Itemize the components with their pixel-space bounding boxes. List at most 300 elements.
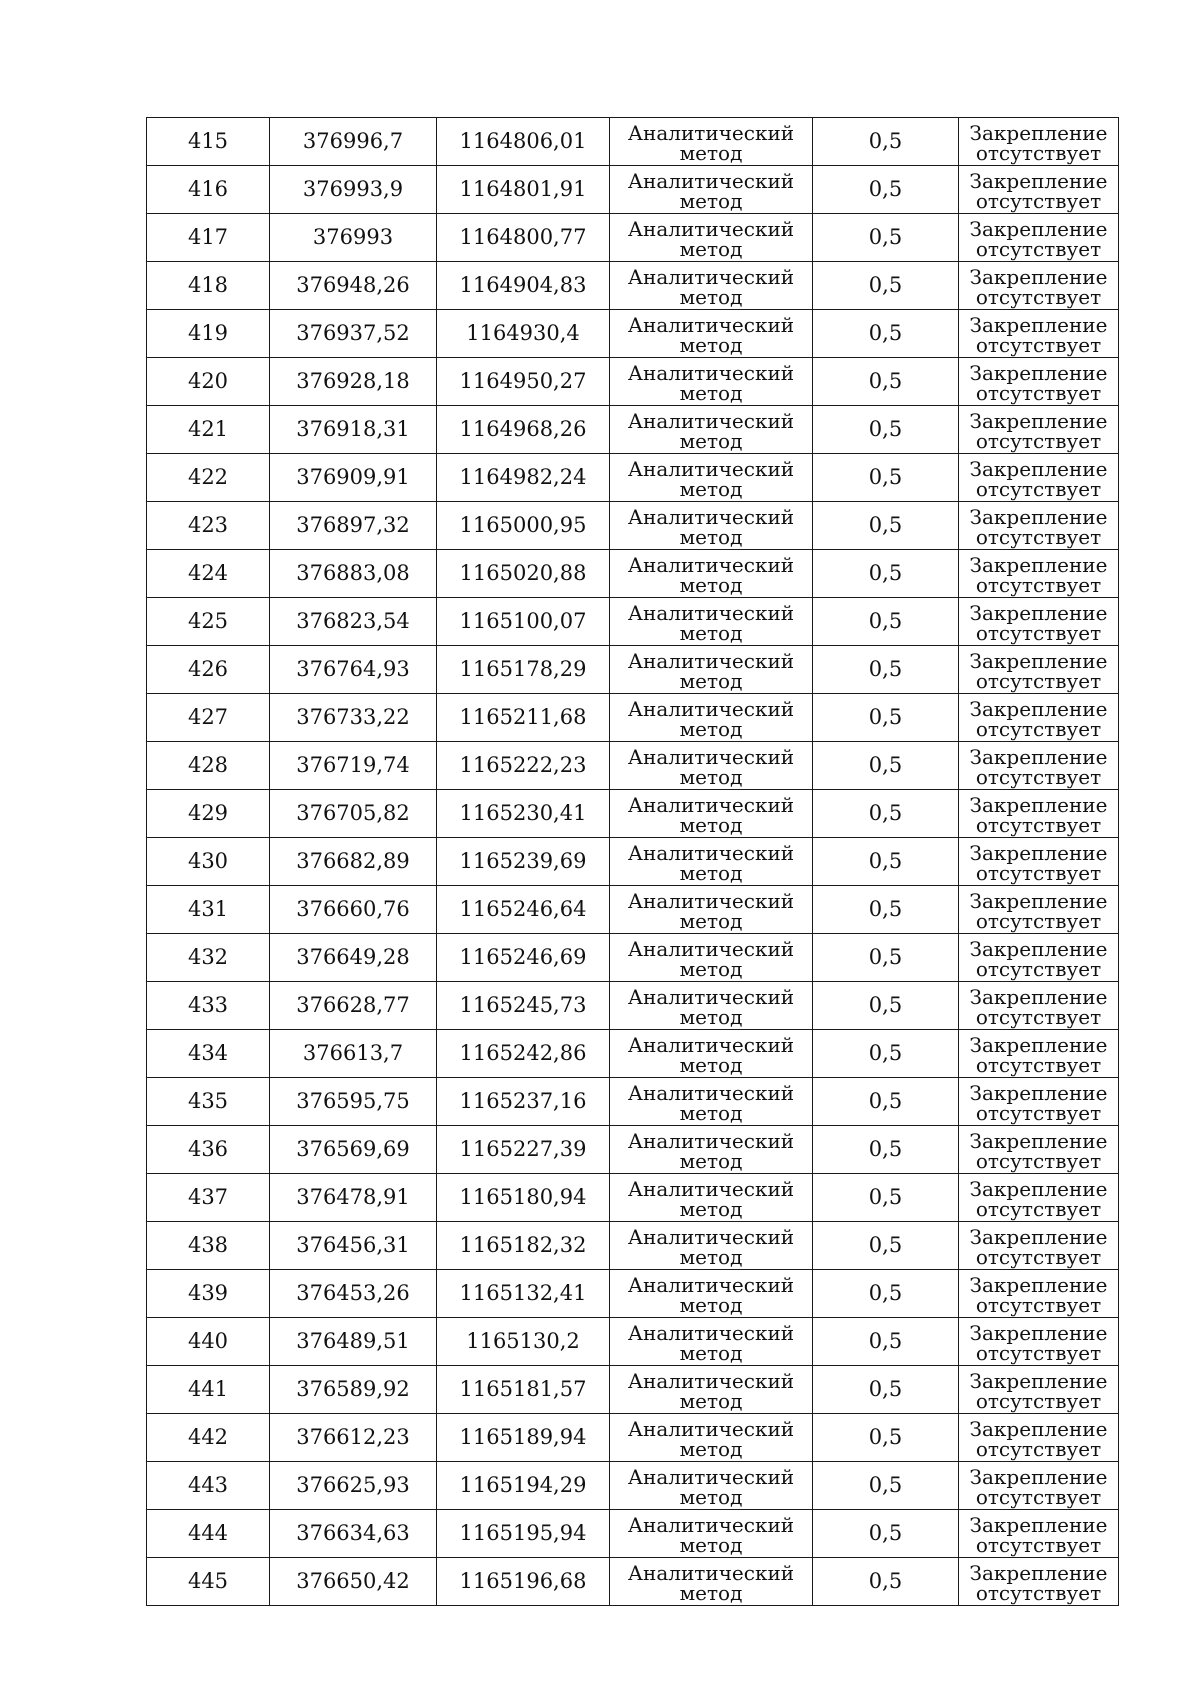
method-cell <box>610 502 813 550</box>
point-number: 445 <box>187 1569 229 1593</box>
y-coordinate-cell <box>437 934 610 982</box>
accuracy-cell <box>813 1222 959 1270</box>
method-line-1: Аналитический <box>627 888 795 913</box>
fixing-line-2: отсутствует <box>975 1580 1102 1605</box>
accuracy-value: 0,5 <box>868 1425 903 1449</box>
point-number-cell <box>147 166 270 214</box>
accuracy-value: 0,5 <box>868 177 903 201</box>
accuracy-value: 0,5 <box>868 1089 903 1113</box>
method-cell <box>610 838 813 886</box>
x-coordinate-cell <box>270 502 437 550</box>
x-coordinate-cell <box>270 214 437 262</box>
y-coordinate-cell <box>437 790 610 838</box>
y-coordinate: 1165182,32 <box>459 1233 587 1257</box>
x-coordinate: 376453,26 <box>296 1281 410 1305</box>
point-number: 420 <box>187 369 229 393</box>
fixing-cell <box>959 1030 1119 1078</box>
fixing-line-2: отсутствует <box>975 860 1102 885</box>
method-line-2: метод <box>679 764 743 789</box>
x-coordinate-cell <box>270 694 437 742</box>
fixing-cell <box>959 1126 1119 1174</box>
accuracy-cell <box>813 358 959 406</box>
accuracy-cell <box>813 502 959 550</box>
point-number: 419 <box>187 321 229 345</box>
y-coordinate: 1165130,2 <box>466 1329 580 1353</box>
fixing-cell <box>959 1414 1119 1462</box>
x-coordinate-cell <box>270 790 437 838</box>
point-number: 415 <box>187 129 229 153</box>
point-number: 439 <box>187 1281 229 1305</box>
table-row <box>147 838 1119 886</box>
fixing-line-2: отсутствует <box>975 284 1102 309</box>
y-coordinate: 1164801,91 <box>459 177 587 201</box>
y-coordinate-cell <box>437 1366 610 1414</box>
x-coordinate: 376650,42 <box>296 1569 410 1593</box>
x-coordinate-cell <box>270 1414 437 1462</box>
point-number: 434 <box>187 1041 229 1065</box>
method-cell <box>610 118 813 166</box>
y-coordinate: 1165245,73 <box>459 993 587 1017</box>
fixing-line-2: отсутствует <box>975 620 1102 645</box>
y-coordinate: 1165132,41 <box>459 1281 587 1305</box>
y-coordinate: 1164982,24 <box>459 465 587 489</box>
fixing-line-2: отсутствует <box>975 1244 1102 1269</box>
point-number: 421 <box>187 417 229 441</box>
x-coordinate-cell <box>270 1126 437 1174</box>
method-line-2: метод <box>679 1580 743 1605</box>
method-line-1: Аналитический <box>627 456 795 481</box>
y-coordinate: 1165211,68 <box>459 705 587 729</box>
method-cell <box>610 550 813 598</box>
table-row <box>147 1462 1119 1510</box>
y-coordinate-cell <box>437 310 610 358</box>
y-coordinate: 1164968,26 <box>459 417 587 441</box>
y-coordinate: 1165180,94 <box>459 1185 587 1209</box>
y-coordinate-cell <box>437 598 610 646</box>
point-number-cell <box>147 454 270 502</box>
x-coordinate: 376649,28 <box>296 945 410 969</box>
y-coordinate-cell <box>437 406 610 454</box>
x-coordinate: 376993 <box>312 225 394 249</box>
method-line-2: метод <box>679 188 743 213</box>
x-coordinate-cell <box>270 742 437 790</box>
fixing-line-1: Закрепление <box>969 1272 1108 1297</box>
point-number: 426 <box>187 657 229 681</box>
table-row <box>147 742 1119 790</box>
method-cell <box>610 1222 813 1270</box>
fixing-cell <box>959 214 1119 262</box>
method-line-2: метод <box>679 908 743 933</box>
point-number-cell <box>147 1558 270 1606</box>
accuracy-value: 0,5 <box>868 1137 903 1161</box>
x-coordinate: 376996,7 <box>302 129 404 153</box>
accuracy-value: 0,5 <box>868 801 903 825</box>
method-line-2: метод <box>679 1484 743 1509</box>
fixing-line-1: Закрепление <box>969 504 1108 529</box>
method-line-1: Аналитический <box>627 216 795 241</box>
x-coordinate-cell <box>270 406 437 454</box>
accuracy-cell <box>813 598 959 646</box>
fixing-cell <box>959 1222 1119 1270</box>
x-coordinate: 376909,91 <box>296 465 410 489</box>
accuracy-cell <box>813 1270 959 1318</box>
x-coordinate: 376897,32 <box>296 513 410 537</box>
method-cell <box>610 406 813 454</box>
point-number: 440 <box>187 1329 229 1353</box>
point-number-cell <box>147 1510 270 1558</box>
method-cell <box>610 1510 813 1558</box>
table-row <box>147 214 1119 262</box>
y-coordinate-cell <box>437 1126 610 1174</box>
x-coordinate-cell <box>270 1174 437 1222</box>
accuracy-cell <box>813 550 959 598</box>
fixing-line-1: Закрепление <box>969 1176 1108 1201</box>
method-cell <box>610 358 813 406</box>
fixing-cell <box>959 406 1119 454</box>
point-number: 437 <box>187 1185 229 1209</box>
accuracy-value: 0,5 <box>868 945 903 969</box>
fixing-line-2: отсутствует <box>975 1004 1102 1029</box>
point-number-cell <box>147 838 270 886</box>
y-coordinate: 1165230,41 <box>459 801 587 825</box>
method-line-1: Аналитический <box>627 120 795 145</box>
point-number-cell <box>147 1270 270 1318</box>
accuracy-value: 0,5 <box>868 753 903 777</box>
fixing-line-1: Закрепление <box>969 216 1108 241</box>
point-number-cell <box>147 406 270 454</box>
fixing-cell <box>959 1366 1119 1414</box>
method-line-2: метод <box>679 668 743 693</box>
fixing-cell <box>959 310 1119 358</box>
y-coordinate-cell <box>437 1558 610 1606</box>
point-number: 442 <box>187 1425 229 1449</box>
y-coordinate-cell <box>437 1078 610 1126</box>
table-row <box>147 454 1119 502</box>
point-number-cell <box>147 1174 270 1222</box>
fixing-line-2: отсутствует <box>975 716 1102 741</box>
x-coordinate-cell <box>270 1366 437 1414</box>
table-row <box>147 934 1119 982</box>
x-coordinate: 376937,52 <box>296 321 410 345</box>
method-line-2: метод <box>679 812 743 837</box>
x-coordinate-cell <box>270 1462 437 1510</box>
accuracy-cell <box>813 646 959 694</box>
x-coordinate-cell <box>270 1030 437 1078</box>
point-number-cell <box>147 550 270 598</box>
x-coordinate-cell <box>270 454 437 502</box>
x-coordinate: 376733,22 <box>296 705 410 729</box>
method-cell <box>610 886 813 934</box>
fixing-cell <box>959 358 1119 406</box>
fixing-line-1: Закрепление <box>969 1512 1108 1537</box>
point-number: 435 <box>187 1089 229 1113</box>
fixing-line-2: отсутствует <box>975 1340 1102 1365</box>
y-coordinate-cell <box>437 454 610 502</box>
accuracy-cell <box>813 166 959 214</box>
fixing-line-2: отсутствует <box>975 1292 1102 1317</box>
fixing-cell <box>959 1318 1119 1366</box>
fixing-line-1: Закрепление <box>969 888 1108 913</box>
method-cell <box>610 1558 813 1606</box>
point-number: 438 <box>187 1233 229 1257</box>
x-coordinate: 376489,51 <box>296 1329 410 1353</box>
x-coordinate-cell <box>270 838 437 886</box>
x-coordinate: 376682,89 <box>296 849 410 873</box>
method-line-1: Аналитический <box>627 840 795 865</box>
x-coordinate: 376948,26 <box>296 273 410 297</box>
fixing-cell <box>959 1270 1119 1318</box>
fixing-line-1: Закрепление <box>969 168 1108 193</box>
point-number-cell <box>147 646 270 694</box>
coordinates-table <box>146 117 1119 1606</box>
method-line-2: метод <box>679 1436 743 1461</box>
y-coordinate: 1164904,83 <box>459 273 587 297</box>
accuracy-value: 0,5 <box>868 321 903 345</box>
fixing-cell <box>959 790 1119 838</box>
fixing-line-2: отсутствует <box>975 188 1102 213</box>
y-coordinate-cell <box>437 1462 610 1510</box>
method-line-2: метод <box>679 1196 743 1221</box>
accuracy-value: 0,5 <box>868 1473 903 1497</box>
method-cell <box>610 934 813 982</box>
fixing-cell <box>959 454 1119 502</box>
y-coordinate: 1165100,07 <box>459 609 587 633</box>
fixing-line-1: Закрепление <box>969 984 1108 1009</box>
fixing-cell <box>959 694 1119 742</box>
y-coordinate-cell <box>437 502 610 550</box>
point-number-cell <box>147 1462 270 1510</box>
table-row <box>147 1270 1119 1318</box>
method-cell <box>610 166 813 214</box>
point-number-cell <box>147 262 270 310</box>
table-row <box>147 1222 1119 1270</box>
accuracy-value: 0,5 <box>868 417 903 441</box>
point-number-cell <box>147 214 270 262</box>
fixing-cell <box>959 982 1119 1030</box>
point-number-cell <box>147 502 270 550</box>
method-line-2: метод <box>679 1052 743 1077</box>
x-coordinate-cell <box>270 934 437 982</box>
method-line-2: метод <box>679 332 743 357</box>
point-number: 433 <box>187 993 229 1017</box>
method-line-1: Аналитический <box>627 792 795 817</box>
y-coordinate-cell <box>437 646 610 694</box>
x-coordinate-cell <box>270 646 437 694</box>
method-cell <box>610 1126 813 1174</box>
fixing-line-2: отсутствует <box>975 332 1102 357</box>
method-line-2: метод <box>679 1004 743 1029</box>
y-coordinate-cell <box>437 982 610 1030</box>
fixing-cell <box>959 742 1119 790</box>
table-row <box>147 1366 1119 1414</box>
method-cell <box>610 790 813 838</box>
point-number-cell <box>147 1030 270 1078</box>
table-row <box>147 1078 1119 1126</box>
fixing-line-2: отсутствует <box>975 1436 1102 1461</box>
accuracy-cell <box>813 214 959 262</box>
method-cell <box>610 262 813 310</box>
method-cell <box>610 1318 813 1366</box>
fixing-cell <box>959 1558 1119 1606</box>
fixing-cell <box>959 1078 1119 1126</box>
accuracy-cell <box>813 742 959 790</box>
y-coordinate: 1165000,95 <box>459 513 587 537</box>
x-coordinate-cell <box>270 1318 437 1366</box>
method-line-1: Аналитический <box>627 1512 795 1537</box>
accuracy-value: 0,5 <box>868 1281 903 1305</box>
method-cell <box>610 1030 813 1078</box>
accuracy-cell <box>813 934 959 982</box>
point-number-cell <box>147 1078 270 1126</box>
point-number-cell <box>147 118 270 166</box>
x-coordinate-cell <box>270 166 437 214</box>
method-line-2: метод <box>679 428 743 453</box>
fixing-cell <box>959 886 1119 934</box>
table-row <box>147 502 1119 550</box>
point-number-cell <box>147 790 270 838</box>
point-number: 441 <box>187 1377 229 1401</box>
x-coordinate-cell <box>270 598 437 646</box>
y-coordinate: 1165196,68 <box>459 1569 587 1593</box>
fixing-cell <box>959 262 1119 310</box>
accuracy-cell <box>813 886 959 934</box>
y-coordinate-cell <box>437 1030 610 1078</box>
fixing-line-1: Закрепление <box>969 1560 1108 1585</box>
method-cell <box>610 1174 813 1222</box>
point-number-cell <box>147 982 270 1030</box>
method-line-1: Аналитический <box>627 1080 795 1105</box>
y-coordinate-cell <box>437 1510 610 1558</box>
accuracy-value: 0,5 <box>868 561 903 585</box>
fixing-line-1: Закрепление <box>969 744 1108 769</box>
fixing-line-1: Закрепление <box>969 120 1108 145</box>
table-row <box>147 118 1119 166</box>
y-coordinate: 1165194,29 <box>459 1473 587 1497</box>
x-coordinate: 376595,75 <box>296 1089 410 1113</box>
accuracy-value: 0,5 <box>868 657 903 681</box>
point-number: 432 <box>187 945 229 969</box>
y-coordinate-cell <box>437 886 610 934</box>
method-line-1: Аналитический <box>627 1176 795 1201</box>
method-cell <box>610 646 813 694</box>
point-number-cell <box>147 1318 270 1366</box>
accuracy-value: 0,5 <box>868 897 903 921</box>
accuracy-value: 0,5 <box>868 1329 903 1353</box>
x-coordinate-cell <box>270 1078 437 1126</box>
method-line-1: Аналитический <box>627 408 795 433</box>
x-coordinate: 376456,31 <box>296 1233 410 1257</box>
method-line-2: метод <box>679 1340 743 1365</box>
fixing-line-1: Закрепление <box>969 696 1108 721</box>
fixing-line-1: Закрепление <box>969 1032 1108 1057</box>
method-line-2: метод <box>679 284 743 309</box>
accuracy-value: 0,5 <box>868 993 903 1017</box>
method-line-2: метод <box>679 1388 743 1413</box>
fixing-line-1: Закрепление <box>969 600 1108 625</box>
y-coordinate-cell <box>437 166 610 214</box>
y-coordinate: 1165237,16 <box>459 1089 587 1113</box>
y-coordinate-cell <box>437 358 610 406</box>
method-line-1: Аналитический <box>627 696 795 721</box>
accuracy-cell <box>813 1558 959 1606</box>
method-line-1: Аналитический <box>627 1368 795 1393</box>
accuracy-cell <box>813 1510 959 1558</box>
method-line-1: Аналитический <box>627 264 795 289</box>
method-line-1: Аналитический <box>627 1272 795 1297</box>
x-coordinate: 376823,54 <box>296 609 410 633</box>
fixing-line-2: отсутствует <box>975 1388 1102 1413</box>
fixing-line-2: отсутствует <box>975 380 1102 405</box>
method-line-2: метод <box>679 1100 743 1125</box>
fixing-line-2: отсутствует <box>975 1052 1102 1077</box>
x-coordinate: 376625,93 <box>296 1473 410 1497</box>
y-coordinate: 1165222,23 <box>459 753 587 777</box>
method-cell <box>610 1414 813 1462</box>
method-cell <box>610 310 813 358</box>
fixing-line-2: отсутствует <box>975 1148 1102 1173</box>
method-line-2: метод <box>679 380 743 405</box>
fixing-line-2: отсутствует <box>975 1196 1102 1221</box>
point-number-cell <box>147 358 270 406</box>
method-line-1: Аналитический <box>627 1416 795 1441</box>
point-number-cell <box>147 598 270 646</box>
method-line-2: метод <box>679 860 743 885</box>
method-cell <box>610 1270 813 1318</box>
x-coordinate-cell <box>270 886 437 934</box>
accuracy-value: 0,5 <box>868 1185 903 1209</box>
x-coordinate-cell <box>270 118 437 166</box>
method-line-1: Аналитический <box>627 1560 795 1585</box>
y-coordinate: 1165246,64 <box>459 897 587 921</box>
y-coordinate-cell <box>437 118 610 166</box>
fixing-line-1: Закрепление <box>969 552 1108 577</box>
point-number: 428 <box>187 753 229 777</box>
accuracy-value: 0,5 <box>868 273 903 297</box>
method-line-1: Аналитический <box>627 648 795 673</box>
fixing-line-2: отсутствует <box>975 524 1102 549</box>
method-line-1: Аналитический <box>627 1464 795 1489</box>
method-line-1: Аналитический <box>627 168 795 193</box>
y-coordinate-cell <box>437 694 610 742</box>
coordinates-table-body <box>147 118 1119 1606</box>
fixing-line-2: отсутствует <box>975 140 1102 165</box>
accuracy-cell <box>813 1366 959 1414</box>
y-coordinate: 1164800,77 <box>459 225 587 249</box>
accuracy-value: 0,5 <box>868 1569 903 1593</box>
table-row <box>147 262 1119 310</box>
accuracy-value: 0,5 <box>868 129 903 153</box>
fixing-line-2: отсутствует <box>975 1484 1102 1509</box>
x-coordinate: 376634,63 <box>296 1521 410 1545</box>
method-line-1: Аналитический <box>627 360 795 385</box>
x-coordinate-cell <box>270 358 437 406</box>
accuracy-cell <box>813 838 959 886</box>
x-coordinate: 376719,74 <box>296 753 410 777</box>
fixing-line-1: Закрепление <box>969 840 1108 865</box>
fixing-line-1: Закрепление <box>969 360 1108 385</box>
fixing-line-1: Закрепление <box>969 408 1108 433</box>
method-cell <box>610 1078 813 1126</box>
accuracy-cell <box>813 1078 959 1126</box>
table-row <box>147 1558 1119 1606</box>
x-coordinate-cell <box>270 1270 437 1318</box>
fixing-line-1: Закрепление <box>969 1464 1108 1489</box>
method-cell <box>610 1366 813 1414</box>
y-coordinate: 1165181,57 <box>459 1377 587 1401</box>
fixing-line-2: отсутствует <box>975 1532 1102 1557</box>
method-line-1: Аналитический <box>627 312 795 337</box>
method-line-2: метод <box>679 476 743 501</box>
